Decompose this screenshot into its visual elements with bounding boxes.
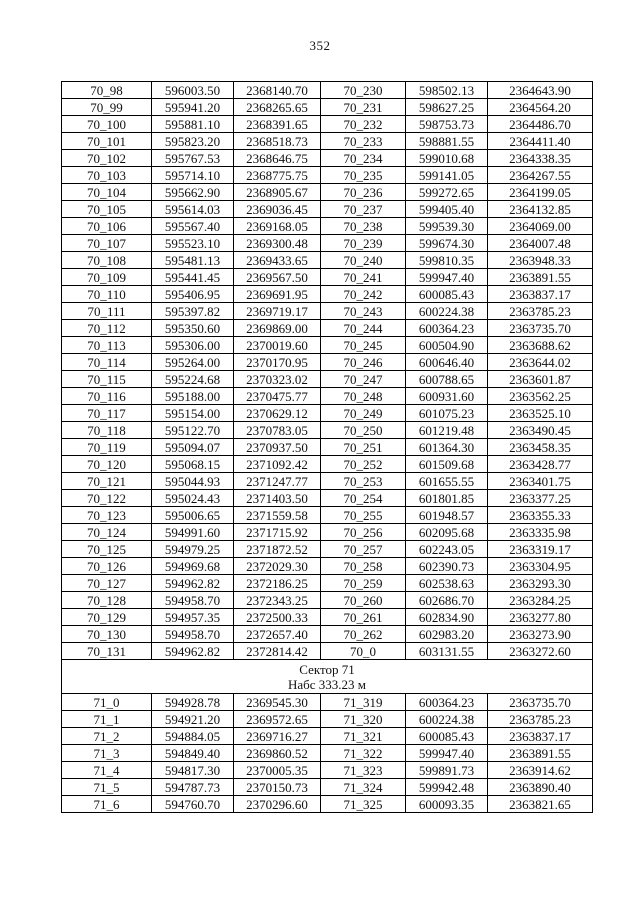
x-coordinate-right: 599539.30	[406, 218, 488, 235]
table-row	[62, 252, 593, 269]
point-id-left: 70_120	[62, 456, 152, 473]
point-id-left: 70_124	[62, 524, 152, 541]
table-row	[62, 609, 593, 626]
y-coordinate-left: 2369860.52	[234, 745, 321, 762]
point-id-left: 70_98	[62, 82, 152, 99]
x-coordinate-right: 600788.65	[406, 371, 488, 388]
y-coordinate-left: 2370019.60	[234, 337, 321, 354]
y-coordinate-left: 2371715.92	[234, 524, 321, 541]
x-coordinate-right: 598881.55	[406, 133, 488, 150]
x-coordinate-left: 595044.93	[152, 473, 234, 490]
table-row	[62, 218, 593, 235]
section-title: Сектор 71	[299, 662, 355, 677]
y-coordinate-right: 2363688.62	[488, 337, 593, 354]
point-id-right: 70_255	[321, 507, 406, 524]
point-id-left: 70_127	[62, 575, 152, 592]
point-id-left: 71_5	[62, 779, 152, 796]
y-coordinate-right: 2363821.65	[488, 796, 593, 813]
y-coordinate-left: 2370475.77	[234, 388, 321, 405]
y-coordinate-left: 2370629.12	[234, 405, 321, 422]
point-id-left: 70_107	[62, 235, 152, 252]
x-coordinate-left: 594849.40	[152, 745, 234, 762]
x-coordinate-right: 599891.73	[406, 762, 488, 779]
y-coordinate-right: 2363377.25	[488, 490, 593, 507]
point-id-right: 71_325	[321, 796, 406, 813]
point-id-right: 70_237	[321, 201, 406, 218]
point-id-right: 71_320	[321, 711, 406, 728]
y-coordinate-left: 2369168.05	[234, 218, 321, 235]
table-row	[62, 490, 593, 507]
point-id-right: 70_259	[321, 575, 406, 592]
point-id-left: 70_131	[62, 643, 152, 660]
y-coordinate-right: 2363355.33	[488, 507, 593, 524]
x-coordinate-right: 601219.48	[406, 422, 488, 439]
table-row	[62, 133, 593, 150]
y-coordinate-right: 2363277.80	[488, 609, 593, 626]
y-coordinate-right: 2363293.30	[488, 575, 593, 592]
x-coordinate-right: 602095.68	[406, 524, 488, 541]
x-coordinate-left: 595941.20	[152, 99, 234, 116]
table-row	[62, 354, 593, 371]
point-id-right: 70_239	[321, 235, 406, 252]
table-row	[62, 99, 593, 116]
x-coordinate-right: 600504.90	[406, 337, 488, 354]
point-id-left: 70_103	[62, 167, 152, 184]
y-coordinate-left: 2372657.40	[234, 626, 321, 643]
table-row	[62, 235, 593, 252]
point-id-right: 70_0	[321, 643, 406, 660]
y-coordinate-right: 2364267.55	[488, 167, 593, 184]
point-id-left: 70_119	[62, 439, 152, 456]
y-coordinate-right: 2363304.95	[488, 558, 593, 575]
x-coordinate-left: 595306.00	[152, 337, 234, 354]
section-header	[62, 660, 593, 694]
point-id-right: 70_249	[321, 405, 406, 422]
y-coordinate-left: 2369716.27	[234, 728, 321, 745]
x-coordinate-right: 601801.85	[406, 490, 488, 507]
y-coordinate-left: 2372500.33	[234, 609, 321, 626]
x-coordinate-right: 600085.43	[406, 286, 488, 303]
y-coordinate-right: 2363785.23	[488, 303, 593, 320]
x-coordinate-left: 594991.60	[152, 524, 234, 541]
point-id-left: 71_1	[62, 711, 152, 728]
point-id-right: 71_322	[321, 745, 406, 762]
x-coordinate-left: 595094.07	[152, 439, 234, 456]
x-coordinate-left: 595823.20	[152, 133, 234, 150]
x-coordinate-left: 595567.40	[152, 218, 234, 235]
table-row	[62, 456, 593, 473]
y-coordinate-right: 2364007.48	[488, 235, 593, 252]
x-coordinate-left: 595481.13	[152, 252, 234, 269]
point-id-right: 70_248	[321, 388, 406, 405]
x-coordinate-left: 595068.15	[152, 456, 234, 473]
table-row	[62, 201, 593, 218]
point-id-right: 70_241	[321, 269, 406, 286]
y-coordinate-right: 2364069.00	[488, 218, 593, 235]
section-subtitle: Набс 333.23 м	[287, 677, 367, 692]
x-coordinate-left: 594817.30	[152, 762, 234, 779]
y-coordinate-left: 2369433.65	[234, 252, 321, 269]
point-id-left: 70_101	[62, 133, 152, 150]
x-coordinate-left: 595350.60	[152, 320, 234, 337]
table-row	[62, 473, 593, 490]
point-id-right: 70_234	[321, 150, 406, 167]
y-coordinate-right: 2363335.98	[488, 524, 593, 541]
y-coordinate-right: 2364643.90	[488, 82, 593, 99]
y-coordinate-right: 2363525.10	[488, 405, 593, 422]
x-coordinate-left: 594760.70	[152, 796, 234, 813]
table-row	[62, 286, 593, 303]
point-id-right: 70_256	[321, 524, 406, 541]
y-coordinate-left: 2368905.67	[234, 184, 321, 201]
y-coordinate-right: 2363490.45	[488, 422, 593, 439]
table-row	[62, 320, 593, 337]
point-id-right: 70_257	[321, 541, 406, 558]
point-id-left: 70_108	[62, 252, 152, 269]
table-row	[62, 388, 593, 405]
y-coordinate-left: 2370005.35	[234, 762, 321, 779]
point-id-right: 70_252	[321, 456, 406, 473]
x-coordinate-right: 599010.68	[406, 150, 488, 167]
x-coordinate-left: 595224.68	[152, 371, 234, 388]
y-coordinate-right: 2363273.90	[488, 626, 593, 643]
table-row	[62, 524, 593, 541]
point-id-right: 71_324	[321, 779, 406, 796]
x-coordinate-left: 595154.00	[152, 405, 234, 422]
table-row	[62, 150, 593, 167]
section-header-row	[62, 660, 593, 694]
y-coordinate-right: 2364486.70	[488, 116, 593, 133]
x-coordinate-right: 600085.43	[406, 728, 488, 745]
x-coordinate-right: 599947.40	[406, 745, 488, 762]
point-id-left: 71_0	[62, 694, 152, 711]
x-coordinate-left: 594921.20	[152, 711, 234, 728]
table-row	[62, 626, 593, 643]
x-coordinate-left: 595006.65	[152, 507, 234, 524]
table-row	[62, 762, 593, 779]
y-coordinate-right: 2363735.70	[488, 694, 593, 711]
point-id-left: 70_100	[62, 116, 152, 133]
point-id-left: 70_118	[62, 422, 152, 439]
x-coordinate-right: 599141.05	[406, 167, 488, 184]
x-coordinate-right: 600364.23	[406, 320, 488, 337]
table-row	[62, 711, 593, 728]
point-id-left: 70_99	[62, 99, 152, 116]
point-id-right: 70_247	[321, 371, 406, 388]
table-row	[62, 116, 593, 133]
x-coordinate-right: 599947.40	[406, 269, 488, 286]
point-id-right: 70_253	[321, 473, 406, 490]
y-coordinate-left: 2369691.95	[234, 286, 321, 303]
y-coordinate-left: 2372343.25	[234, 592, 321, 609]
point-id-left: 70_110	[62, 286, 152, 303]
table-row	[62, 592, 593, 609]
table-row	[62, 694, 593, 711]
point-id-left: 70_106	[62, 218, 152, 235]
y-coordinate-left: 2370170.95	[234, 354, 321, 371]
point-id-left: 70_117	[62, 405, 152, 422]
point-id-left: 70_121	[62, 473, 152, 490]
point-id-right: 71_321	[321, 728, 406, 745]
point-id-left: 70_125	[62, 541, 152, 558]
x-coordinate-left: 594884.05	[152, 728, 234, 745]
table-row	[62, 405, 593, 422]
x-coordinate-left: 595662.90	[152, 184, 234, 201]
y-coordinate-right: 2363284.25	[488, 592, 593, 609]
x-coordinate-left: 595397.82	[152, 303, 234, 320]
x-coordinate-right: 599674.30	[406, 235, 488, 252]
table-row	[62, 439, 593, 456]
x-coordinate-right: 602538.63	[406, 575, 488, 592]
point-id-right: 70_251	[321, 439, 406, 456]
table-row	[62, 184, 593, 201]
y-coordinate-right: 2363644.02	[488, 354, 593, 371]
x-coordinate-right: 602390.73	[406, 558, 488, 575]
y-coordinate-left: 2368775.75	[234, 167, 321, 184]
y-coordinate-left: 2369719.17	[234, 303, 321, 320]
x-coordinate-left: 595767.53	[152, 150, 234, 167]
y-coordinate-right: 2363319.17	[488, 541, 593, 558]
x-coordinate-right: 598502.13	[406, 82, 488, 99]
y-coordinate-left: 2372814.42	[234, 643, 321, 660]
x-coordinate-left: 595523.10	[152, 235, 234, 252]
table-row	[62, 728, 593, 745]
point-id-right: 70_246	[321, 354, 406, 371]
x-coordinate-right: 601509.68	[406, 456, 488, 473]
point-id-left: 70_109	[62, 269, 152, 286]
y-coordinate-right: 2363458.35	[488, 439, 593, 456]
point-id-right: 70_240	[321, 252, 406, 269]
x-coordinate-left: 595441.45	[152, 269, 234, 286]
y-coordinate-right: 2363601.87	[488, 371, 593, 388]
y-coordinate-right: 2363785.23	[488, 711, 593, 728]
y-coordinate-right: 2363428.77	[488, 456, 593, 473]
point-id-left: 70_105	[62, 201, 152, 218]
y-coordinate-right: 2364411.40	[488, 133, 593, 150]
y-coordinate-right: 2364199.05	[488, 184, 593, 201]
y-coordinate-left: 2369545.30	[234, 694, 321, 711]
table-row	[62, 575, 593, 592]
x-coordinate-right: 598627.25	[406, 99, 488, 116]
y-coordinate-left: 2372186.25	[234, 575, 321, 592]
table-row	[62, 422, 593, 439]
y-coordinate-right: 2363401.75	[488, 473, 593, 490]
point-id-right: 70_245	[321, 337, 406, 354]
x-coordinate-left: 595614.03	[152, 201, 234, 218]
table-row	[62, 541, 593, 558]
x-coordinate-left: 595881.10	[152, 116, 234, 133]
point-id-right: 70_238	[321, 218, 406, 235]
x-coordinate-left: 595188.00	[152, 388, 234, 405]
point-id-right: 70_233	[321, 133, 406, 150]
y-coordinate-left: 2369869.00	[234, 320, 321, 337]
point-id-left: 71_2	[62, 728, 152, 745]
x-coordinate-left: 595264.00	[152, 354, 234, 371]
x-coordinate-right: 602983.20	[406, 626, 488, 643]
y-coordinate-left: 2369567.50	[234, 269, 321, 286]
x-coordinate-right: 599942.48	[406, 779, 488, 796]
y-coordinate-left: 2368646.75	[234, 150, 321, 167]
y-coordinate-left: 2371559.58	[234, 507, 321, 524]
x-coordinate-left: 595406.95	[152, 286, 234, 303]
table-row	[62, 643, 593, 660]
y-coordinate-left: 2371092.42	[234, 456, 321, 473]
y-coordinate-left: 2369572.65	[234, 711, 321, 728]
y-coordinate-right: 2363735.70	[488, 320, 593, 337]
point-id-right: 70_261	[321, 609, 406, 626]
x-coordinate-left: 596003.50	[152, 82, 234, 99]
point-id-right: 70_231	[321, 99, 406, 116]
y-coordinate-right: 2363890.40	[488, 779, 593, 796]
point-id-left: 70_112	[62, 320, 152, 337]
x-coordinate-left: 595122.70	[152, 422, 234, 439]
point-id-right: 70_232	[321, 116, 406, 133]
point-id-left: 70_123	[62, 507, 152, 524]
y-coordinate-right: 2363891.55	[488, 745, 593, 762]
x-coordinate-right: 602243.05	[406, 541, 488, 558]
y-coordinate-left: 2370937.50	[234, 439, 321, 456]
point-id-left: 70_113	[62, 337, 152, 354]
x-coordinate-right: 600224.38	[406, 303, 488, 320]
y-coordinate-left: 2370783.05	[234, 422, 321, 439]
x-coordinate-right: 600646.40	[406, 354, 488, 371]
x-coordinate-right: 600093.35	[406, 796, 488, 813]
x-coordinate-right: 599272.65	[406, 184, 488, 201]
point-id-left: 70_128	[62, 592, 152, 609]
y-coordinate-left: 2370323.02	[234, 371, 321, 388]
x-coordinate-left: 594928.78	[152, 694, 234, 711]
x-coordinate-left: 594979.25	[152, 541, 234, 558]
x-coordinate-right: 602686.70	[406, 592, 488, 609]
point-id-right: 70_260	[321, 592, 406, 609]
coordinates-table	[61, 81, 593, 813]
point-id-right: 70_244	[321, 320, 406, 337]
point-id-left: 70_102	[62, 150, 152, 167]
point-id-left: 70_104	[62, 184, 152, 201]
point-id-left: 70_114	[62, 354, 152, 371]
point-id-right: 70_254	[321, 490, 406, 507]
y-coordinate-left: 2368140.70	[234, 82, 321, 99]
y-coordinate-left: 2368265.65	[234, 99, 321, 116]
y-coordinate-left: 2369036.45	[234, 201, 321, 218]
point-id-left: 70_115	[62, 371, 152, 388]
point-id-left: 70_129	[62, 609, 152, 626]
point-id-left: 70_126	[62, 558, 152, 575]
y-coordinate-right: 2363562.25	[488, 388, 593, 405]
point-id-left: 71_6	[62, 796, 152, 813]
x-coordinate-left: 594787.73	[152, 779, 234, 796]
table-row	[62, 337, 593, 354]
coordinates-table-body	[62, 82, 593, 813]
table-row	[62, 796, 593, 813]
y-coordinate-right: 2363891.55	[488, 269, 593, 286]
y-coordinate-left: 2370150.73	[234, 779, 321, 796]
y-coordinate-right: 2363837.17	[488, 728, 593, 745]
point-id-left: 70_122	[62, 490, 152, 507]
y-coordinate-left: 2370296.60	[234, 796, 321, 813]
point-id-right: 71_323	[321, 762, 406, 779]
x-coordinate-right: 601655.55	[406, 473, 488, 490]
y-coordinate-right: 2363837.17	[488, 286, 593, 303]
table-row	[62, 745, 593, 762]
point-id-left: 70_111	[62, 303, 152, 320]
x-coordinate-left: 594969.68	[152, 558, 234, 575]
x-coordinate-left: 594957.35	[152, 609, 234, 626]
x-coordinate-right: 599810.35	[406, 252, 488, 269]
y-coordinate-left: 2368391.65	[234, 116, 321, 133]
point-id-right: 70_250	[321, 422, 406, 439]
point-id-right: 70_235	[321, 167, 406, 184]
point-id-left: 71_3	[62, 745, 152, 762]
table-row	[62, 269, 593, 286]
x-coordinate-right: 599405.40	[406, 201, 488, 218]
x-coordinate-left: 595714.10	[152, 167, 234, 184]
table-row	[62, 303, 593, 320]
point-id-right: 70_243	[321, 303, 406, 320]
point-id-left: 71_4	[62, 762, 152, 779]
x-coordinate-right: 600364.23	[406, 694, 488, 711]
y-coordinate-right: 2363272.60	[488, 643, 593, 660]
x-coordinate-left: 594958.70	[152, 592, 234, 609]
point-id-left: 70_116	[62, 388, 152, 405]
x-coordinate-left: 595024.43	[152, 490, 234, 507]
point-id-left: 70_130	[62, 626, 152, 643]
x-coordinate-right: 602834.90	[406, 609, 488, 626]
x-coordinate-left: 594962.82	[152, 643, 234, 660]
table-row	[62, 371, 593, 388]
y-coordinate-right: 2364338.35	[488, 150, 593, 167]
y-coordinate-left: 2371403.50	[234, 490, 321, 507]
x-coordinate-right: 601948.57	[406, 507, 488, 524]
table-row	[62, 167, 593, 184]
x-coordinate-left: 594962.82	[152, 575, 234, 592]
point-id-right: 70_262	[321, 626, 406, 643]
point-id-right: 70_258	[321, 558, 406, 575]
x-coordinate-right: 601075.23	[406, 405, 488, 422]
page-number: 352	[309, 38, 331, 53]
y-coordinate-left: 2372029.30	[234, 558, 321, 575]
y-coordinate-left: 2368518.73	[234, 133, 321, 150]
x-coordinate-right: 600931.60	[406, 388, 488, 405]
x-coordinate-right: 603131.55	[406, 643, 488, 660]
point-id-right: 71_319	[321, 694, 406, 711]
x-coordinate-right: 600224.38	[406, 711, 488, 728]
table-row	[62, 507, 593, 524]
table-row	[62, 558, 593, 575]
y-coordinate-left: 2371247.77	[234, 473, 321, 490]
x-coordinate-right: 598753.73	[406, 116, 488, 133]
y-coordinate-right: 2363914.62	[488, 762, 593, 779]
y-coordinate-right: 2363948.33	[488, 252, 593, 269]
table-row	[62, 779, 593, 796]
table-row	[62, 82, 593, 99]
point-id-right: 70_236	[321, 184, 406, 201]
y-coordinate-left: 2369300.48	[234, 235, 321, 252]
y-coordinate-right: 2364132.85	[488, 201, 593, 218]
y-coordinate-left: 2371872.52	[234, 541, 321, 558]
x-coordinate-left: 594958.70	[152, 626, 234, 643]
y-coordinate-right: 2364564.20	[488, 99, 593, 116]
point-id-right: 70_242	[321, 286, 406, 303]
point-id-right: 70_230	[321, 82, 406, 99]
x-coordinate-right: 601364.30	[406, 439, 488, 456]
